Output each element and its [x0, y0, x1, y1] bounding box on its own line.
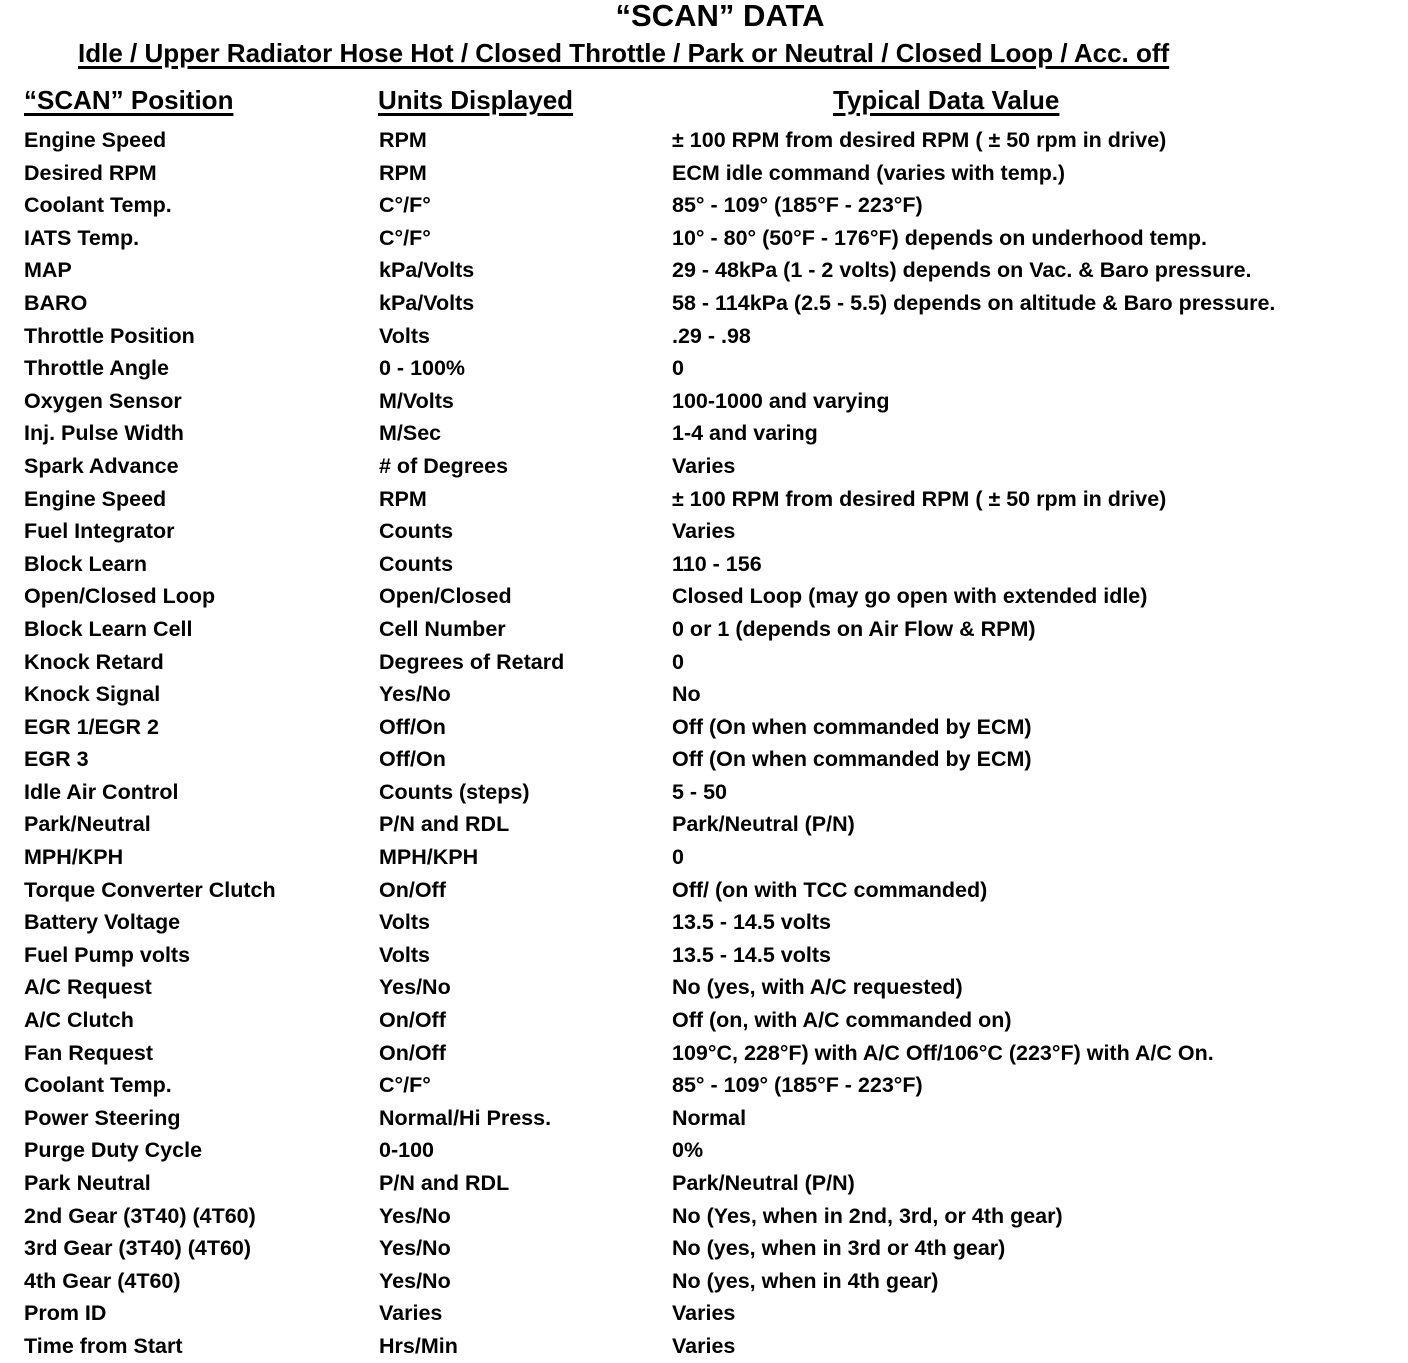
table-row	[0, 646, 1408, 679]
column-header-scan-position: “SCAN” Position	[24, 85, 234, 115]
units-displayed-cell: RPM	[379, 128, 427, 152]
units-displayed-cell: C°/F°	[379, 225, 431, 250]
scan-position-cell: Fuel Pump volts	[24, 942, 191, 967]
typical-data-value-cell: 85° - 109° (185°F - 223°F)	[672, 193, 923, 218]
table-row	[0, 613, 1408, 646]
typical-data-value-cell: 0 or 1 (depends on Air Flow & RPM)	[672, 616, 1036, 641]
scan-position-cell: Block Learn	[24, 551, 148, 576]
scan-position-cell: Purge Duty Cycle	[24, 1138, 203, 1163]
table-row	[0, 483, 1408, 516]
table-row	[0, 971, 1408, 1004]
table-row	[0, 450, 1408, 483]
scan-position-cell: Knock Retard	[24, 649, 164, 674]
typical-data-value-cell: Varies	[672, 519, 736, 544]
units-displayed-cell: On/Off	[379, 1008, 446, 1033]
table-row	[0, 1069, 1408, 1102]
table-row	[0, 222, 1408, 255]
typical-data-value-cell: Off (On when commanded by ECM)	[672, 714, 1032, 739]
typical-data-value-cell: 110 - 156	[672, 551, 762, 576]
scan-position-cell: Torque Converter Clutch	[24, 877, 276, 902]
typical-data-value-cell: ± 100 RPM from desired RPM ( ± 50 rpm in drive)	[672, 486, 1167, 511]
scan-position-cell: Desired RPM	[24, 160, 157, 185]
table-row	[0, 1134, 1408, 1167]
scan-position-cell: Fan Request	[24, 1040, 154, 1065]
table-row	[0, 1004, 1408, 1037]
table-row	[0, 1102, 1408, 1135]
table-row	[0, 1330, 1408, 1363]
table-row	[0, 743, 1408, 776]
column-header-typical-data-value: Typical Data Value	[833, 85, 1060, 115]
units-displayed-cell: 0 - 100%	[379, 356, 466, 381]
typical-data-value-cell: Park/Neutral (P/N)	[672, 1171, 855, 1195]
table-row	[0, 678, 1408, 711]
units-displayed-cell: Normal/Hi Press.	[379, 1105, 552, 1130]
typical-data-value-cell: No (yes, with A/C requested)	[672, 975, 963, 1000]
units-displayed-cell: 0-100	[379, 1138, 434, 1163]
scan-position-cell: Engine Speed	[24, 486, 167, 511]
typical-data-value-cell: 109°C, 228°F) with A/C Off/106°C (223°F) with A/C On.	[672, 1040, 1214, 1065]
scan-position-cell: EGR 1/EGR 2	[24, 714, 160, 739]
scan-position-cell: Oxygen Sensor	[24, 388, 182, 413]
typical-data-value-cell: Normal	[672, 1105, 747, 1130]
table-row	[0, 254, 1408, 287]
table-row	[0, 1232, 1408, 1265]
typical-data-value-cell: 0%	[672, 1138, 704, 1163]
table-row	[0, 157, 1408, 190]
table-row	[0, 1167, 1408, 1200]
typical-data-value-cell: 29 - 48kPa (1 - 2 volts) depends on Vac. & Baro pressure.	[672, 258, 1252, 283]
units-displayed-cell: M/Sec	[379, 421, 442, 446]
typical-data-value-cell: 100-1000 and varying	[672, 388, 890, 413]
units-displayed-cell: C°/F°	[379, 1073, 431, 1098]
units-displayed-cell: M/Volts	[379, 388, 454, 413]
units-displayed-cell: Volts	[379, 323, 430, 348]
table-row	[0, 906, 1408, 939]
table-row	[0, 352, 1408, 385]
page-title: “SCAN” DATA	[615, 0, 825, 33]
table-row	[0, 287, 1408, 320]
units-displayed-cell: Yes/No	[379, 1268, 451, 1293]
typical-data-value-cell: .29 - .98	[672, 323, 751, 348]
units-displayed-cell: Volts	[379, 910, 430, 935]
typical-data-value-cell: ± 100 RPM from desired RPM ( ± 50 rpm in drive)	[672, 128, 1167, 152]
typical-data-value-cell: 85° - 109° (185°F - 223°F)	[672, 1073, 923, 1098]
units-displayed-cell: Degrees of Retard	[379, 649, 565, 674]
scan-position-cell: A/C Clutch	[24, 1008, 134, 1033]
table-row	[0, 580, 1408, 613]
scan-position-cell: Park/Neutral	[24, 812, 151, 837]
scan-position-cell: BARO	[24, 290, 88, 315]
scan-position-cell: Inj. Pulse Width	[24, 421, 184, 446]
units-displayed-cell: P/N and RDL	[379, 1171, 510, 1195]
units-displayed-cell: On/Off	[379, 1040, 446, 1065]
scan-position-cell: Battery Voltage	[24, 910, 181, 935]
units-displayed-cell: kPa/Volts	[379, 290, 475, 315]
typical-data-value-cell: ECM idle command (varies with temp.)	[672, 160, 1066, 185]
scan-position-cell: Open/Closed Loop	[24, 584, 216, 609]
scan-position-cell: 4th Gear (4T60)	[24, 1268, 181, 1293]
column-header-units-displayed: Units Displayed	[378, 85, 574, 115]
typical-data-value-cell: Varies	[672, 1333, 736, 1358]
scan-position-cell: Fuel Integrator	[24, 519, 175, 544]
typical-data-value-cell: 1-4 and varing	[672, 421, 818, 446]
scan-position-cell: Knock Signal	[24, 682, 161, 707]
typical-data-value-cell: 0	[672, 356, 684, 381]
scan-position-cell: 2nd Gear (3T40) (4T60)	[24, 1203, 256, 1228]
units-displayed-cell: Yes/No	[379, 975, 451, 1000]
table-row	[0, 1037, 1408, 1070]
scan-position-cell: Power Steering	[24, 1105, 181, 1130]
table-row	[0, 1200, 1408, 1233]
units-displayed-cell: Varies	[379, 1301, 443, 1326]
table-row	[0, 874, 1408, 907]
scan-position-cell: Prom ID	[24, 1301, 107, 1326]
table-row	[0, 417, 1408, 450]
typical-data-value-cell: 0	[672, 845, 684, 870]
scan-position-cell: MPH/KPH	[24, 845, 124, 870]
table-row	[0, 776, 1408, 809]
units-displayed-cell: Yes/No	[379, 1203, 451, 1228]
scan-position-cell: A/C Request	[24, 975, 152, 1000]
units-displayed-cell: Counts (steps)	[379, 779, 530, 804]
typical-data-value-cell: No	[672, 682, 701, 707]
units-displayed-cell: RPM	[379, 160, 427, 185]
units-displayed-cell: Cell Number	[379, 616, 506, 641]
table-row	[0, 515, 1408, 548]
table-row	[0, 939, 1408, 972]
units-displayed-cell: Yes/No	[379, 1236, 451, 1261]
units-displayed-cell: MPH/KPH	[379, 845, 479, 870]
units-displayed-cell: Off/On	[379, 747, 446, 772]
typical-data-value-cell: Off (on, with A/C commanded on)	[672, 1008, 1012, 1033]
scan-position-cell: IATS Temp.	[24, 225, 140, 250]
scan-position-cell: Spark Advance	[24, 453, 179, 478]
scan-position-cell: EGR 3	[24, 747, 89, 772]
scan-position-cell: Throttle Position	[24, 323, 195, 348]
conditions-subtitle: Idle / Upper Radiator Hose Hot / Closed Throttle / Park or Neutral / Closed Loop / Acc. off	[78, 38, 1170, 68]
scan-position-cell: Coolant Temp.	[24, 1073, 172, 1098]
units-displayed-cell: RPM	[379, 486, 427, 511]
typical-data-value-cell: Off (On when commanded by ECM)	[672, 747, 1032, 772]
units-displayed-cell: # of Degrees	[379, 453, 509, 478]
table-row	[0, 320, 1408, 353]
scan-position-cell: Block Learn Cell	[24, 616, 193, 641]
scan-data-table	[0, 124, 1408, 1363]
table-row	[0, 1265, 1408, 1298]
typical-data-value-cell: 13.5 - 14.5 volts	[672, 942, 831, 967]
units-displayed-cell: Volts	[379, 942, 430, 967]
units-displayed-cell: Hrs/Min	[379, 1333, 458, 1358]
scan-position-cell: 3rd Gear (3T40) (4T60)	[24, 1236, 252, 1261]
typical-data-value-cell: Closed Loop (may go open with extended idle)	[672, 584, 1148, 609]
typical-data-value-cell: No (yes, when in 3rd or 4th gear)	[672, 1236, 1006, 1261]
typical-data-value-cell: No (Yes, when in 2nd, 3rd, or 4th gear)	[672, 1203, 1063, 1228]
table-row	[0, 189, 1408, 222]
table-row	[0, 385, 1408, 418]
table-row	[0, 841, 1408, 874]
typical-data-value-cell: Varies	[672, 453, 736, 478]
typical-data-value-cell: 5 - 50	[672, 779, 727, 804]
typical-data-value-cell: No (yes, when in 4th gear)	[672, 1268, 939, 1293]
units-displayed-cell: Counts	[379, 519, 454, 544]
table-row	[0, 124, 1408, 157]
typical-data-value-cell: Off/ (on with TCC commanded)	[672, 877, 988, 902]
table-row	[0, 808, 1408, 841]
units-displayed-cell: Off/On	[379, 714, 446, 739]
table-row	[0, 1297, 1408, 1330]
typical-data-value-cell: 10° - 80° (50°F - 176°F) depends on underhood temp.	[672, 225, 1207, 250]
units-displayed-cell: Open/Closed	[379, 584, 512, 609]
scan-position-cell: MAP	[24, 258, 72, 283]
scan-position-cell: Engine Speed	[24, 128, 167, 152]
units-displayed-cell: On/Off	[379, 877, 446, 902]
typical-data-value-cell: 58 - 114kPa (2.5 - 5.5) depends on altitude & Baro pressure.	[672, 290, 1276, 315]
typical-data-value-cell: Park/Neutral (P/N)	[672, 812, 855, 837]
units-displayed-cell: Yes/No	[379, 682, 451, 707]
typical-data-value-cell: Varies	[672, 1301, 736, 1326]
table-row	[0, 711, 1408, 744]
units-displayed-cell: kPa/Volts	[379, 258, 475, 283]
typical-data-value-cell: 13.5 - 14.5 volts	[672, 910, 831, 935]
typical-data-value-cell: 0	[672, 649, 684, 674]
scan-position-cell: Time from Start	[24, 1333, 183, 1358]
scan-position-cell: Coolant Temp.	[24, 193, 172, 218]
units-displayed-cell: Counts	[379, 551, 454, 576]
units-displayed-cell: P/N and RDL	[379, 812, 510, 837]
scan-position-cell: Throttle Angle	[24, 356, 169, 381]
units-displayed-cell: C°/F°	[379, 193, 431, 218]
scan-position-cell: Idle Air Control	[24, 779, 179, 804]
table-row	[0, 548, 1408, 581]
scan-position-cell: Park Neutral	[24, 1171, 151, 1195]
